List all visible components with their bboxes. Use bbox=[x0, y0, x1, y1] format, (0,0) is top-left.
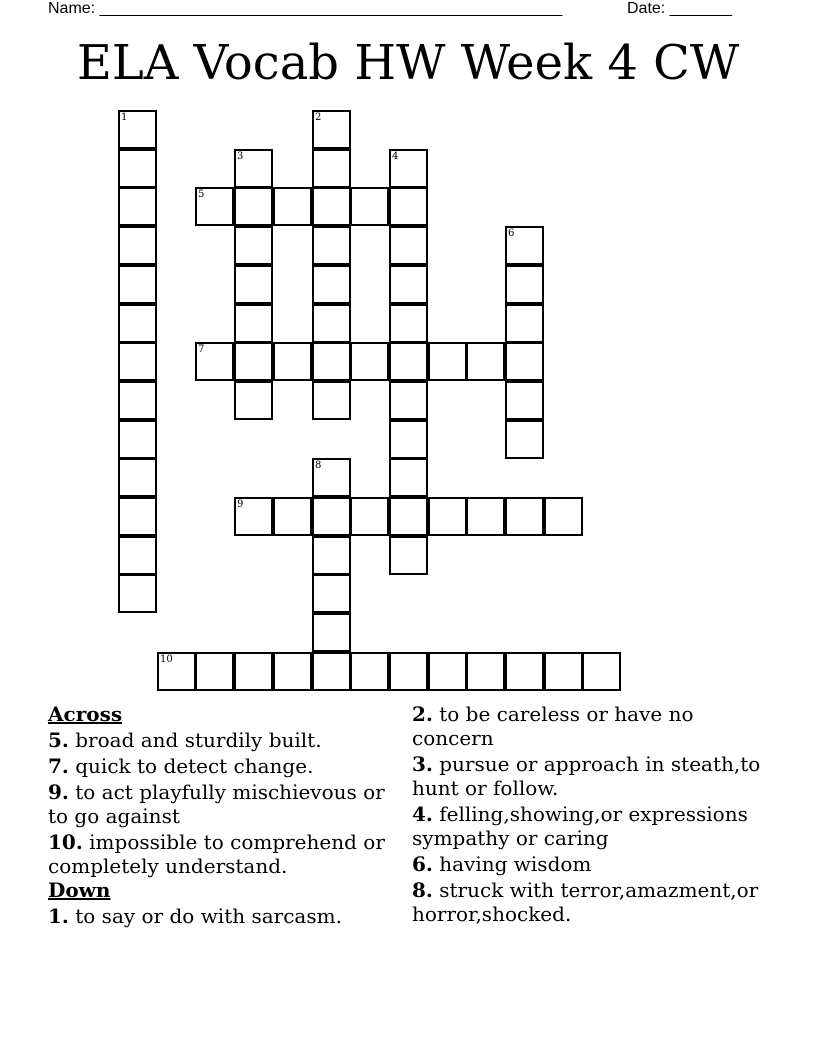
clue-number: 1 bbox=[121, 112, 128, 123]
clue-down-4: 4. felling,showing,or expressions sympathy or caring bbox=[412, 802, 748, 850]
clue-number: 6 bbox=[508, 228, 515, 239]
grid-cell[interactable] bbox=[312, 613, 351, 652]
grid-cell[interactable] bbox=[389, 187, 428, 226]
clue-down-1: 1. to say or do with sarcasm. bbox=[48, 904, 342, 928]
grid-cell[interactable] bbox=[505, 265, 544, 304]
grid-cell[interactable] bbox=[118, 381, 157, 420]
clues-column-left bbox=[48, 702, 388, 928]
grid-cell[interactable] bbox=[234, 497, 273, 536]
grid-cell[interactable] bbox=[389, 652, 428, 691]
clue-down-3: 3. pursue or approach in steath,to hunt or follow. bbox=[412, 752, 761, 800]
grid-cell[interactable] bbox=[118, 265, 157, 304]
grid-cell[interactable] bbox=[234, 342, 273, 381]
grid-cell[interactable] bbox=[350, 497, 389, 536]
grid-cell[interactable] bbox=[505, 304, 544, 343]
grid-cell[interactable] bbox=[582, 652, 621, 691]
grid-cell[interactable] bbox=[389, 304, 428, 343]
grid-cell[interactable] bbox=[389, 342, 428, 381]
clue-across-10: 10. impossible to comprehend or completely understand. bbox=[48, 830, 385, 878]
across-heading: Across bbox=[48, 702, 123, 726]
grid-cell[interactable] bbox=[466, 497, 505, 536]
grid-cell[interactable] bbox=[234, 652, 273, 691]
grid-cell[interactable] bbox=[505, 652, 544, 691]
grid-cell[interactable] bbox=[389, 226, 428, 265]
clue-number: 5 bbox=[198, 189, 205, 200]
grid-cell[interactable] bbox=[118, 304, 157, 343]
grid-cell[interactable] bbox=[350, 187, 389, 226]
grid-cell[interactable] bbox=[157, 652, 196, 691]
grid-cell[interactable] bbox=[312, 265, 351, 304]
grid-cell[interactable] bbox=[195, 187, 234, 226]
grid-cell[interactable] bbox=[428, 652, 467, 691]
grid-cell[interactable] bbox=[505, 420, 544, 459]
grid-cell[interactable] bbox=[312, 149, 351, 188]
grid-cell[interactable] bbox=[312, 652, 351, 691]
grid-cell[interactable] bbox=[118, 149, 157, 188]
clue-number: 2 bbox=[315, 112, 322, 123]
grid-cell[interactable] bbox=[505, 226, 544, 265]
clue-number: 9 bbox=[237, 499, 244, 510]
clue-down-6: 6. having wisdom bbox=[412, 852, 592, 876]
grid-cell[interactable] bbox=[312, 536, 351, 575]
grid-cell[interactable] bbox=[389, 458, 428, 497]
grid-cell[interactable] bbox=[312, 187, 351, 226]
page-title: ELA Vocab HW Week 4 CW bbox=[76, 35, 740, 91]
grid-cell[interactable] bbox=[312, 574, 351, 613]
grid-cell[interactable] bbox=[195, 652, 234, 691]
grid-cell[interactable] bbox=[234, 226, 273, 265]
grid-cell[interactable] bbox=[118, 187, 157, 226]
clue-number: 4 bbox=[392, 151, 399, 162]
clue-down-2: 2. to be careless or have no concern bbox=[412, 702, 694, 750]
grid-cell[interactable] bbox=[312, 304, 351, 343]
clue-across-9: 9. to act playfully mischievous or to go against bbox=[48, 780, 385, 828]
grid-cell[interactable] bbox=[312, 110, 351, 149]
grid-cell[interactable] bbox=[312, 458, 351, 497]
grid-cell[interactable] bbox=[428, 342, 467, 381]
grid-cell[interactable] bbox=[195, 342, 234, 381]
name-field[interactable]: Name: ____________________________________________________ bbox=[48, 0, 563, 17]
grid-cell[interactable] bbox=[118, 497, 157, 536]
grid-cell[interactable] bbox=[466, 652, 505, 691]
grid-cell[interactable] bbox=[273, 652, 312, 691]
grid-cell[interactable] bbox=[505, 497, 544, 536]
clue-number: 7 bbox=[198, 344, 205, 355]
grid-cell[interactable] bbox=[389, 149, 428, 188]
grid-cell[interactable] bbox=[350, 652, 389, 691]
grid-cell[interactable] bbox=[234, 381, 273, 420]
grid-cell[interactable] bbox=[312, 497, 351, 536]
clue-number: 3 bbox=[237, 151, 244, 162]
grid-cell[interactable] bbox=[389, 265, 428, 304]
grid-cell[interactable] bbox=[505, 381, 544, 420]
grid-cell[interactable] bbox=[505, 342, 544, 381]
grid-cell[interactable] bbox=[428, 497, 467, 536]
grid-cell[interactable] bbox=[118, 110, 157, 149]
down-heading: Down bbox=[48, 878, 111, 902]
grid-cell[interactable] bbox=[118, 536, 157, 575]
grid-cell[interactable] bbox=[118, 342, 157, 381]
grid-cell[interactable] bbox=[118, 574, 157, 613]
grid-cell[interactable] bbox=[273, 342, 312, 381]
grid-cell[interactable] bbox=[273, 187, 312, 226]
clue-across-7: 7. quick to detect change. bbox=[48, 754, 314, 778]
grid-cell[interactable] bbox=[389, 536, 428, 575]
grid-cell[interactable] bbox=[234, 304, 273, 343]
grid-cell[interactable] bbox=[466, 342, 505, 381]
grid-cell[interactable] bbox=[544, 497, 583, 536]
grid-cell[interactable] bbox=[389, 497, 428, 536]
clue-across-5: 5. broad and sturdily built. bbox=[48, 728, 322, 752]
grid-cell[interactable] bbox=[118, 226, 157, 265]
grid-cell[interactable] bbox=[389, 381, 428, 420]
clue-number: 8 bbox=[315, 460, 322, 471]
grid-cell[interactable] bbox=[312, 381, 351, 420]
grid-cell[interactable] bbox=[118, 458, 157, 497]
grid-cell[interactable] bbox=[544, 652, 583, 691]
grid-cell[interactable] bbox=[312, 226, 351, 265]
clue-down-8: 8. struck with terror,amazment,or horror,shocked. bbox=[412, 878, 759, 926]
grid-cell[interactable] bbox=[234, 149, 273, 188]
clues-column-right bbox=[412, 702, 762, 926]
grid-cell[interactable] bbox=[350, 342, 389, 381]
date-field[interactable]: Date: _______ bbox=[627, 0, 732, 17]
clue-number: 10 bbox=[160, 654, 173, 665]
grid-cell[interactable] bbox=[312, 342, 351, 381]
grid-cell[interactable] bbox=[234, 265, 273, 304]
grid-cell[interactable] bbox=[118, 420, 157, 459]
grid-cell[interactable] bbox=[273, 497, 312, 536]
grid-cell[interactable] bbox=[234, 187, 273, 226]
grid-cell[interactable] bbox=[389, 420, 428, 459]
